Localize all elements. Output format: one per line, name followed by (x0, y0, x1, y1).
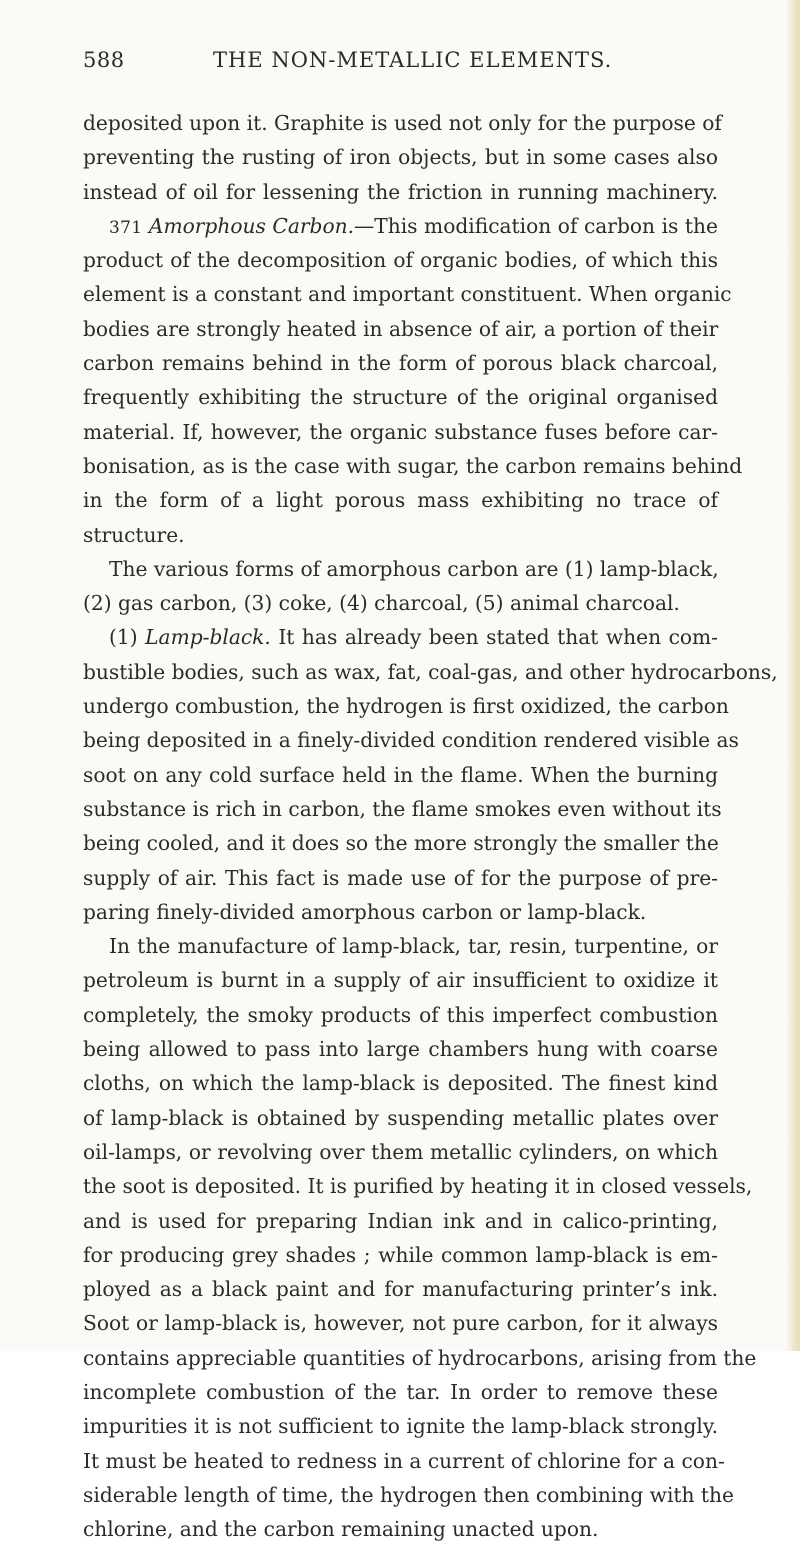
text-line: bonisation, as is the case with sugar, the carbon remains behind (83, 453, 743, 478)
text-line: structure. (83, 522, 185, 547)
section-heading-line (83, 209, 718, 243)
text-line: the soot is deposited. It is purified by heating it in closed vessels, (83, 1174, 753, 1199)
text-line: being allowed to pass into large chambers hung with coarse (83, 1037, 718, 1062)
text-line: soot on any cold surface held in the flame. When the burning (83, 762, 718, 787)
text-line: in the form of a light porous mass exhibiting no trace of (83, 488, 718, 513)
text-line: bustible bodies, such as wax, fat, coal-gas, and other hydrocarbons, (83, 659, 778, 684)
text-line: product of the decomposition of organic bodies, of which this (83, 248, 718, 273)
subsection-heading-line (83, 620, 718, 654)
text-line: carbon remains behind in the form of porous black charcoal, (83, 351, 718, 376)
text-line: undergo combustion, the hydrogen is first oxidized, the carbon (83, 694, 729, 719)
text-line: preventing the rusting of iron objects, but in some cases also (83, 145, 718, 170)
text-line: element is a constant and important constituent. When organic (83, 282, 732, 307)
text-line: of lamp-black is obtained by suspending metallic plates over (83, 1105, 718, 1130)
text-line: instead of oil for lessening the friction in running machinery. (83, 179, 718, 204)
text-line: In the manufacture of lamp-black, tar, resin, turpentine, or (109, 934, 718, 959)
section-title: Amorphous Carbon. (148, 213, 355, 238)
text-line: material. If, however, the organic substance fuses before car- (83, 419, 718, 444)
text-line: being deposited in a finely-divided condition rendered visible as (83, 728, 739, 753)
page-header (83, 48, 723, 82)
text-line-rest: —This modification of carbon is the (354, 213, 718, 238)
text-line: deposited upon it. Graphite is used not only for the purpose of (83, 111, 722, 135)
text-line: It must be heated to redness in a current of chlorine for a con- (83, 1448, 725, 1473)
text-line: contains appreciable quantities of hydrocarbons, arising from the (83, 1345, 757, 1370)
text-line: oil-lamps, or revolving over them metallic cylinders, on which (83, 1139, 718, 1164)
text-line: paring finely-divided amorphous carbon or lamp-black. (83, 899, 647, 924)
text-line: substance is rich in carbon, the flame smokes even without its (83, 796, 722, 821)
text-line: for producing grey shades ; while common lamp-black is em- (83, 1242, 718, 1267)
text-line: frequently exhibiting the structure of the original organised (83, 385, 718, 410)
text-line: and is used for preparing Indian ink and in calico-printing, (83, 1208, 718, 1233)
text-line: (2) gas carbon, (3) coke, (4) charcoal, (5) animal charcoal. (83, 591, 680, 616)
text-line: The various forms of amorphous carbon are (1) lamp-black, (109, 556, 719, 581)
section-number: 371 (109, 217, 143, 238)
subsection-title: Lamp-black. (145, 625, 271, 650)
text-line: ployed as a black paint and for manufacturing printer’s ink. (83, 1277, 718, 1302)
running-title: THE NON-METALLIC ELEMENTS. (213, 48, 613, 72)
text-line: bodies are strongly heated in absence of air, a portion of their (83, 316, 719, 341)
page-number: 588 (83, 48, 125, 72)
text-line: impurities it is not sufficient to ignite the lamp-black strongly. (83, 1414, 718, 1439)
text-line-rest: It has already been stated that when com- (270, 625, 719, 650)
text-line: supply of air. This fact is made use of for the purpose of pre- (83, 865, 718, 890)
text-line: chlorine, and the carbon remaining unacted upon. (83, 1517, 599, 1542)
page-edge-shading (786, 0, 800, 1351)
text-line: petroleum is burnt in a supply of air insufficient to oxidize it (83, 968, 718, 993)
text-line: cloths, on which the lamp-black is deposited. The finest kind (83, 1071, 718, 1096)
body-text (83, 106, 778, 1546)
subsection-label: (1) (109, 625, 138, 650)
text-line: Soot or lamp-black is, however, not pure carbon, for it always (83, 1311, 718, 1336)
text-line: siderable length of time, the hydrogen then combining with the (83, 1482, 734, 1507)
text-line: being cooled, and it does so the more strongly the smaller the (83, 831, 719, 856)
text-line: incomplete combustion of the tar. In order to remove these (83, 1379, 718, 1404)
text-line: completely, the smoky products of this imperfect combustion (83, 1002, 718, 1027)
